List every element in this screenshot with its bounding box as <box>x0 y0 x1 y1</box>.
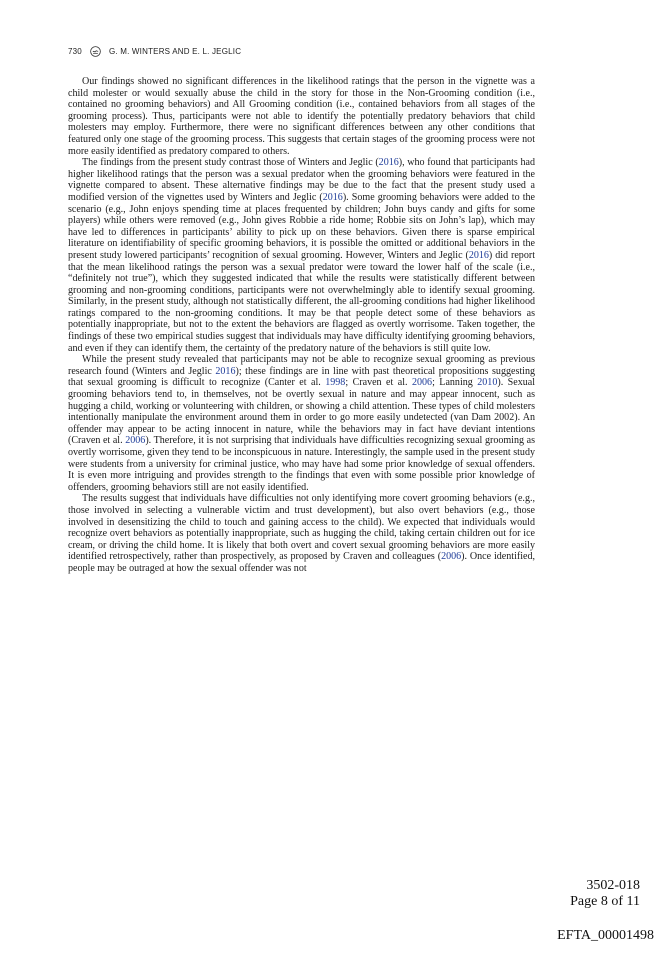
paragraph <box>68 493 535 574</box>
citation-link[interactable]: 2010 <box>477 377 498 389</box>
paragraph-text: Our findings showed no significant differences in the likelihood ratings that the person in the vignette was a child molester or would sexually abuse the child in the story for those in the Non-Grooming condition (i.e., contained no grooming behaviors) and All Grooming condition (i.e., contained behaviors from all stages of the grooming process). Thus, participants were not able to identify the potentially predatory behaviors that child molesters may employ. Furthermore, there were no significant differences between any other conditions that featured only one stage of the grooming process. This suggests that certain stages of the grooming process were not more easily identified as predatory compared to others. <box>68 76 535 157</box>
paragraph-text: The findings from the present study contrast those of Winters and Jeglic ( <box>82 157 379 169</box>
paragraph-text: ); these findings are in line with past theoretical propositions suggesting that sexual grooming is difficult to recognize (Canter et al. <box>68 365 535 389</box>
publisher-logo-icon <box>90 46 101 57</box>
citation-link[interactable]: 2006 <box>125 435 146 447</box>
paragraph-text: ) did report that the mean likelihood ratings the person was a sexual predator were toward the lower half of the scale (i.e., “definitely not true”), which they suggested indicated that while the results were statistically different between grooming and non-grooming conditions, participants were not overwhelmingly able to identify sexual grooming. Similarly, in the present study, although not statistically different, the all-grooming conditions had higher likelihood ratings compared to the non-grooming conditions. It may be that people detect some of these behaviors as potentially inappropriate, but not to the extent the behaviors are flagged as overtly worrisome. Taken together, the findings of these two empirical studies suggest that individuals may have difficulty identifying grooming behaviors, and even if they can identify them, the certainty of the predatory nature of the behaviors is still quite low. <box>68 249 535 354</box>
header-page-number: 730 <box>68 47 82 56</box>
paragraph-text: ). Therefore, it is not surprising that individuals have difficulties recognizing sexual grooming as overtly worrisome, given they tend to be inconspicuous in nature. Interestingly, the sample used in the present study were students from a university for criminal justice, who may have had some prior knowledge of sexual offenders. It is even more intriguing and provides strength to the findings that even with some possible prior knowledge of offenders, grooming behaviors still are not easily identified. <box>68 435 536 493</box>
paragraph-text: The results suggest that individuals have difficulties not only identifying more covert grooming behaviors (e.g., those involved in selecting a vulnerable victim and trust development), but also overt behaviors (e.g., those involved in desensitizing the child to touch and gaining access to the child). We expected that individuals would recognize overt behaviors as potentially inappropriate, such as hugging the child, taking certain children out for ice cream, or driving the child home. It is likely that both overt and covert sexual grooming behaviors are more easily identified retrospectively, rather than prospectively, as proposed by Craven and colleagues ( <box>68 493 535 563</box>
paragraph-text: ; Craven et al. <box>345 377 412 389</box>
article-body <box>68 76 535 575</box>
header-authors: G. M. WINTERS AND E. L. JEGLIC <box>108 47 242 56</box>
paragraph-text: ). Some grooming behaviors were added to the scenario (e.g., John enjoys spending time at places frequented by children; John buys candy and gifts for some players) while others were removed (e.g., John gives Robbie a ride home; Robbie sits on John’s lap), which may have led to differences in participants’ ability to pick up on these behaviors. Given there is sparse empirical literature on identifiability of specific grooming behaviors, it is possible the omitted or additional behaviors in the present study lowered participants’ recognition of sexual grooming. However, Winters and Jeglic ( <box>68 191 535 261</box>
page-footer <box>570 878 640 909</box>
paragraph <box>68 354 535 493</box>
citation-link[interactable]: 1998 <box>325 377 346 389</box>
efta-identifier: EFTA_00001498 <box>557 928 654 943</box>
citation-link[interactable]: 2006 <box>411 377 433 389</box>
paragraph-text: While the present study revealed that participants may not be able to recognize sexual grooming as previous research found (Winters and Jeglic <box>68 354 535 377</box>
citation-link[interactable]: 2016 <box>468 249 489 261</box>
running-header <box>68 46 241 57</box>
paragraph <box>68 157 535 354</box>
citation-link[interactable]: 2006 <box>441 551 462 563</box>
paragraph-text: ). Once identified, people may be outraged at how the sexual offender was not <box>68 551 536 574</box>
page-count: Page 8 of 11 <box>570 893 640 909</box>
paragraph-text: ), who found that participants had higher likelihood ratings that the person was a sexual predator when the grooming behaviors were featured in the vignette compared to absent. These alternative findings may be due to the fact that the present study used a modified version of the vignettes used by Winters and Jeglic ( <box>68 157 535 203</box>
citation-link[interactable]: 2016 <box>378 157 399 169</box>
citation-link[interactable]: 2016 <box>215 365 236 377</box>
paragraph-text: ). Sexual grooming behaviors tend to, in themselves, not be overtly sexual in nature and may appear innocent, such as hugging a child, working or volunteering with children, or showing a child attention. These types of child molesters intentionally manipulate the environment around them in order to go more easily undetected (van Dam 2002). An offender may appear to be acting innocent in nature, while the behaviors may in fact have deviant intentions (Craven et al. <box>68 377 535 447</box>
citation-link[interactable]: 2016 <box>322 191 343 203</box>
document-number: 3502-018 <box>586 878 640 893</box>
paragraph-text: ; Lanning <box>432 377 478 389</box>
paragraph <box>68 76 535 157</box>
